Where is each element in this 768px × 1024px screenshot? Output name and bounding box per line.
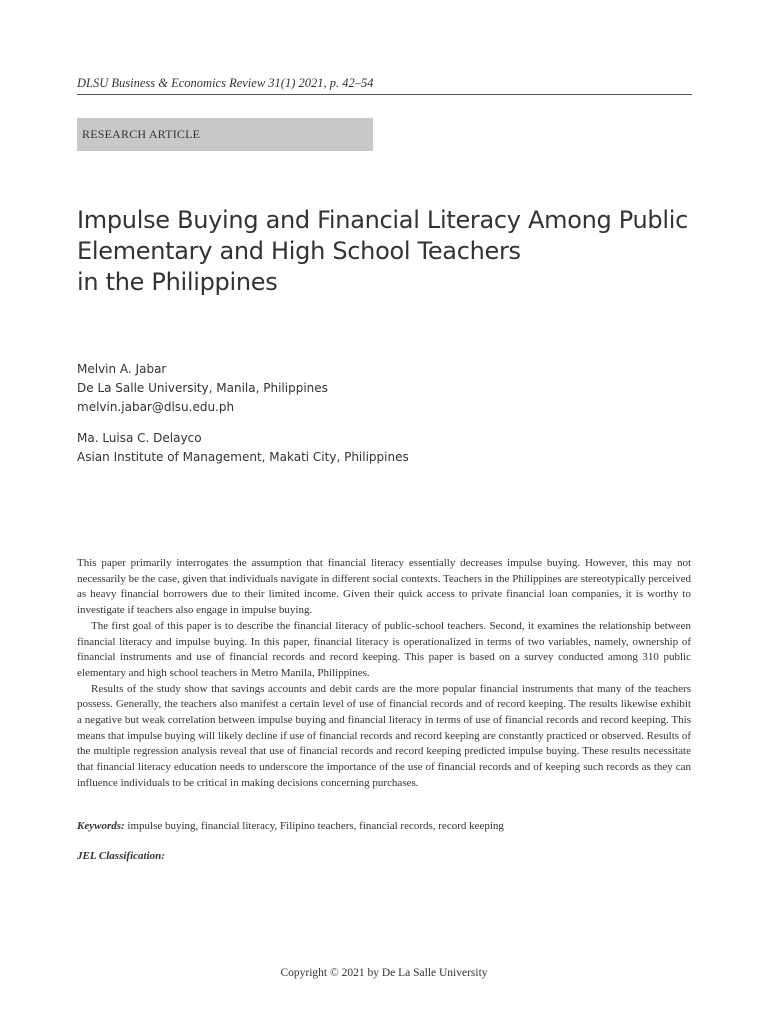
article-type-banner: RESEARCH ARTICLE — [77, 118, 373, 151]
title-line: in the Philippines — [77, 268, 278, 296]
abstract-paragraph: Results of the study show that savings accounts and debit cards are the more popular financial instruments that many of the teachers possess. Generally, the teachers also manifest a certain level of use of financial records and of record keeping. The results likewise exhibit a negative but weak correlation between impulse buying and financial literacy in terms of use of financial records and record keeping. This means that impulse buying will likely decline if use of financial records and record keeping are constantly practiced or observed. Results of the multiple regression analysis reveal that use of financial records and record keeping predicted impulse buying. These results necessitate that financial literacy education needs to underscore the importance of the use of financial records and of keeping such records as they can influence individuals to be critical in making decisions concerning purchases. — [77, 682, 691, 789]
abstract-paragraph: This paper primarily interrogates the assumption that financial literacy essentially decreases impulse buying. However, this may not necessarily be the case, given that individuals navigate in different social contexts. Teachers in the Philippines are stereotypically perceived as heavy financial borrowers due to their limited income. Given their quick access to private financial loan companies, it is worthy to investigate if teachers also engage in impulse buying. — [77, 557, 691, 617]
author-block — [77, 429, 577, 467]
keywords-label: Keywords: — [77, 820, 125, 832]
paper-title — [77, 205, 717, 298]
keywords — [77, 820, 691, 832]
jel-classification — [77, 850, 691, 862]
author-affiliation: Asian Institute of Management, Makati City, Philippines — [77, 450, 409, 464]
keywords-value: impulse buying, financial literacy, Filipino teachers, financial records, record keeping — [127, 820, 504, 832]
copyright-footer: Copyright © 2021 by De La Salle University — [280, 967, 488, 979]
abstract-paragraph: The first goal of this paper is to describe the financial literacy of public-school teachers. Second, it examines the relationship between financial literacy and impulse buying. In this paper, financial literacy is operationalized in terms of two variables, namely, ownership of financial instruments and use of financial records and record keeping. This paper is based on a survey conducted among 310 public elementary and high school teachers in Metro Manila, Philippines. — [77, 619, 691, 679]
journal-citation: DLSU Business & Economics Review 31(1) 2021, p. 42–54 — [77, 76, 374, 90]
jel-label: JEL Classification: — [77, 850, 165, 862]
author-name: Ma. Luisa C. Delayco — [77, 431, 202, 445]
author-block — [77, 360, 577, 417]
title-line: Impulse Buying and Financial Literacy Among Public — [77, 206, 688, 234]
author-affiliation: De La Salle University, Manila, Philippines — [77, 381, 328, 395]
title-line: Elementary and High School Teachers — [77, 237, 521, 265]
author-email: melvin.jabar@dlsu.edu.ph — [77, 400, 235, 414]
author-name: Melvin A. Jabar — [77, 362, 167, 376]
abstract — [77, 556, 691, 792]
header-divider — [77, 94, 692, 95]
